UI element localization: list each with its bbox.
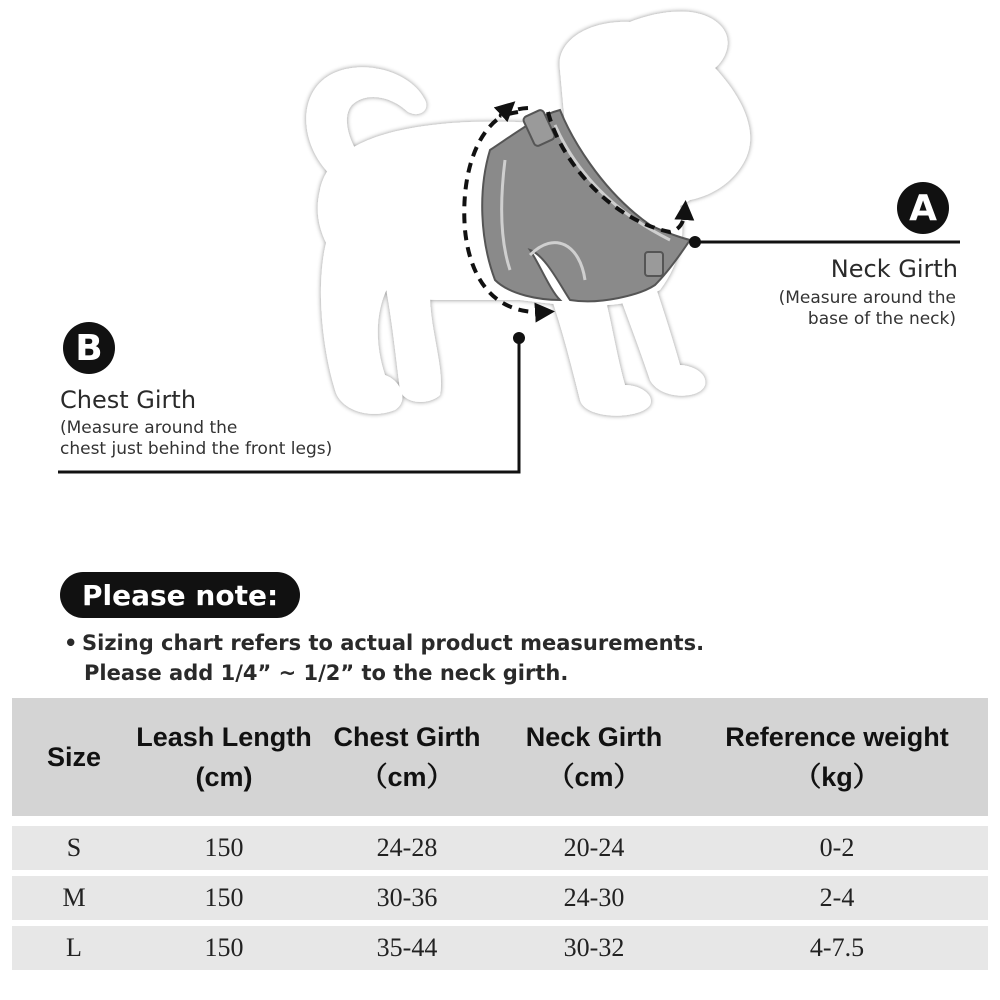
cell-chest-girth: 24-28 [376,833,438,862]
cell-leash-length: 150 [204,933,244,962]
chest-girth-title: Chest Girth [60,386,197,414]
table-row [12,826,988,870]
chest-desc-line2: chest just behind the front legs) [60,439,333,459]
neck-leader-line [689,236,960,248]
cell-size: M [62,883,86,912]
cell-size: S [66,833,82,862]
neck-badge: A [897,182,949,234]
cell-leash-length: 150 [204,883,244,912]
cell-chest-girth: 30-36 [376,883,438,912]
note-line1: Sizing chart refers to actual product measurements. [82,631,705,655]
header-reference-weight: Reference weight （kg） [725,722,949,792]
header-size: Size [46,742,102,772]
cell-reference-weight: 0-2 [819,833,855,862]
chest-badge: B [63,322,115,374]
table-header [12,698,988,816]
table-row [12,926,988,970]
neck-desc-line2: base of the neck) [807,309,956,329]
header-chest-girth: Chest Girth （cm） [333,722,481,792]
cell-leash-length: 150 [204,833,244,862]
cell-size: L [66,933,82,962]
cell-reference-weight: 4-7.5 [809,933,865,962]
cell-chest-girth: 35-44 [376,933,438,962]
cell-neck-girth: 20-24 [563,833,625,862]
chest-desc-line1: (Measure around the [60,418,238,438]
size-table [12,698,988,970]
cell-neck-girth: 24-30 [563,883,625,912]
please-note-label: Please note: [60,572,300,618]
note-bullet: • [64,631,78,655]
neck-girth-title: Neck Girth [830,255,958,283]
neck-desc-line1: (Measure around the [778,288,956,308]
note-text [64,628,704,688]
header-neck-girth: Neck Girth （cm） [525,722,663,792]
note-line2: Please add 1/4” ~ 1/2” to the neck girth. [84,661,569,685]
neck-girth-description [696,288,956,330]
table-row [12,876,988,920]
header-leash-length: Leash Length (cm) [136,722,312,792]
chest-girth-description [60,418,420,460]
cell-reference-weight: 2-4 [819,883,855,912]
cell-neck-girth: 30-32 [563,933,625,962]
